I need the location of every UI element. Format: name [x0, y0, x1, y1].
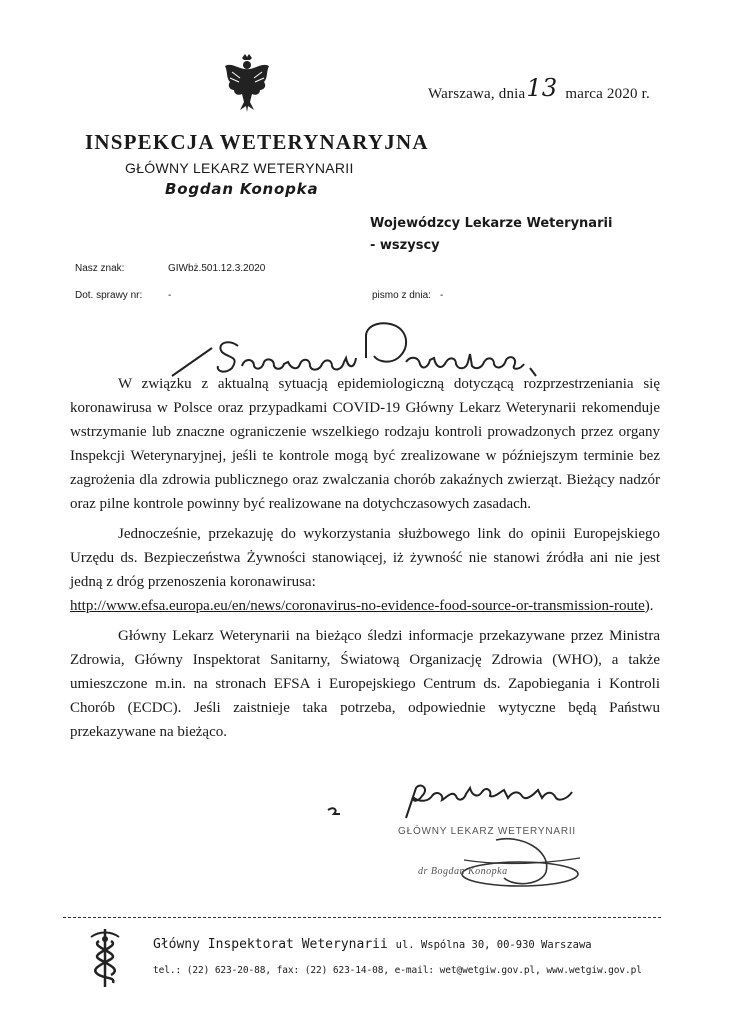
stamp-name: dr Bogdan Konopka: [418, 866, 508, 877]
case-number-label: Dot. sprawy nr:: [75, 290, 143, 301]
efsa-link[interactable]: http://www.efsa.europa.eu/en/news/coronavirus-no-evidence-food-source-or-transmission-route: [70, 598, 645, 614]
letter-date-value: -: [440, 290, 444, 301]
recipient-line-2: - wszyscy: [370, 238, 440, 253]
date-suffix: marca 2020 r.: [565, 86, 650, 102]
recipient-line-1: Wojewódzcy Lekarze Weterynarii: [370, 216, 613, 231]
letter-date: [428, 76, 650, 104]
stamp-title: GŁÓWNY LEKARZ WETERYNARII: [398, 826, 576, 837]
reference-label: Nasz znak:: [75, 263, 125, 274]
footer-organization: [153, 937, 592, 952]
footer-contact: tel.: (22) 623-20-88, fax: (22) 623-14-08, e-mail: wet@wetgiw.gov.pl, www.wetgiw.gov.pl: [153, 965, 642, 976]
body-link-line: [70, 594, 660, 618]
footer-address: ul. Wspólna 30, 00-930 Warszawa: [395, 939, 592, 951]
body-paragraph-1: W związku z aktualną sytuacją epidemiologiczną dotyczącą rozprzestrzeniania się koronawirusa w Polsce oraz przypadkami COVID-19 Główny Lekarz Weterynarii rekomenduje wstrzymanie lub znaczne ograniczenie wszelkiego rodzaju kontroli prowadzonych przez organy Inspekcji Weterynaryjnej, jeśli te kontrole mogą być zrealizowane w późniejszym terminie bez zagrożenia dla zdrowia publicznego oraz zwalczania chorób zakaźnych zwierząt. Bieżący nadzór oraz pilne kontrole powinny być realizowane na dotychczasowych zasadach.: [70, 376, 660, 512]
letter-date-label: pismo z dnia:: [372, 290, 431, 301]
date-prefix: Warszawa, dnia: [428, 86, 526, 102]
date-day-handwritten: 13: [526, 74, 558, 102]
footer-org-name: Główny Inspektorat Weterynarii: [153, 937, 388, 952]
body-paragraph-3: Główny Lekarz Weterynarii na bieżąco śledzi informacje przekazywane przez Ministra Zdrowia, Główny Inspektorat Sanitarny, Światową Organizację Zdrowia (WHO), a także umieszczone m.in. na stronach EFSA i Europejskiego Centrum ds. Zapobiegania i Kontroli Chorób (ECDC). Jeśli zaistnieje taka potrzeba, odpowiednie wytyczne będą Państwu przekazywane na bieżąco.: [70, 628, 660, 740]
chief-name: Bogdan Konopka: [165, 180, 319, 198]
letter-body: [70, 372, 660, 744]
polish-eagle-emblem-icon: [222, 52, 272, 114]
institution-name: INSPEKCJA WETERYNARYJNA: [85, 130, 429, 154]
case-number-value: -: [168, 290, 172, 301]
reference-value: GIWbż.501.12.3.2020: [168, 263, 266, 274]
body-paragraph-2: Jednocześnie, przekazuję do wykorzystania służbowego link do opinii Europejskiego Urzędu ds. Bezpieczeństwa Żywności stanowiącej, iż żywność nie stanowi źródła ani nie jest jedną z dróg przenoszenia koronawirusa:: [70, 526, 660, 590]
link-suffix: ).: [644, 598, 654, 614]
caduceus-icon: [85, 927, 125, 989]
chief-title: GŁÓWNY LEKARZ WETERYNARII: [125, 160, 354, 176]
footer-divider: [63, 917, 661, 918]
